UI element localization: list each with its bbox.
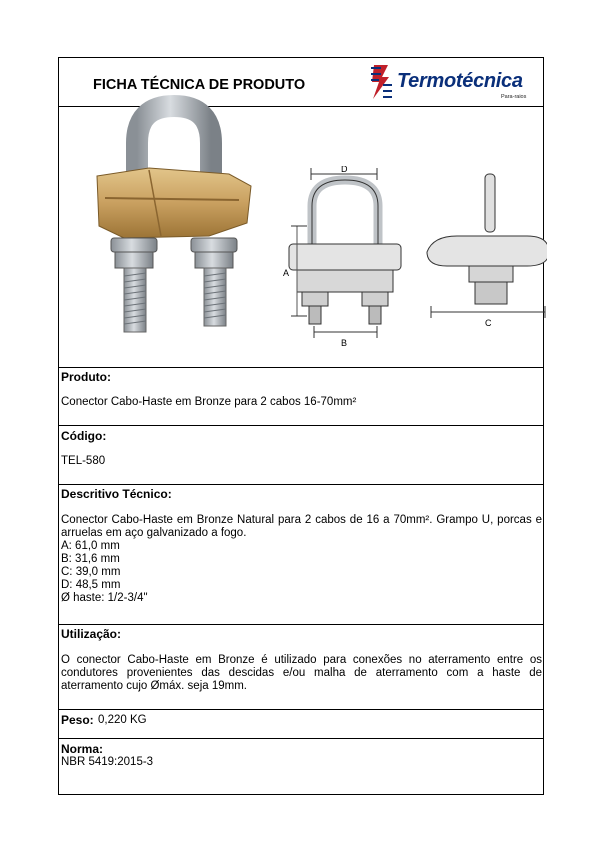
spec-haste: Ø haste: 1/2-3/4" [61,591,148,604]
product-sheet [58,57,544,795]
divider [59,624,543,625]
logo-tagline: Para-raios [501,94,527,100]
divider [59,367,543,368]
spec-a: A: 61,0 mm [61,540,120,552]
product-photo [79,88,259,338]
utilizacao-text: O conector Cabo-Haste em Bronze é utilizado para conexões no aterramento entre os condutores provenientes das descidas e/ou malha de aterramento com a haste de aterramento cujo Ømáx. seja 19mm. [61,654,542,692]
peso-value: 0,220 KG [98,714,147,726]
norma-value: NBR 5419:2015-3 [61,756,154,768]
codigo-value: TEL-580 [61,455,106,467]
produto-label: Produto: [61,370,111,384]
descritivo-label: Descritivo Técnico: [61,487,172,501]
peso-label: Peso: [61,713,94,727]
utilizacao-label: Utilização: [61,627,122,641]
spec-c: C: 39,0 mm [61,565,121,578]
produto-value: Conector Cabo-Haste em Bronze para 2 cabos 16-70mm² [61,396,357,408]
spec-b: B: 31,6 mm [61,552,120,565]
codigo-label: Código: [61,429,107,443]
tel-lightning-logo-icon [368,63,396,101]
divider [59,484,543,485]
descritivo-text: Conector Cabo-Haste em Bronze Natural para 2 cabos de 16 a 70mm². Grampo U, porcas e arruelas em aço galvanizado a fogo. [61,514,542,539]
divider [59,738,543,739]
divider [59,709,543,710]
norma-label: Norma: [61,742,104,756]
company-logo [368,63,538,103]
descritivo-specs [61,540,148,605]
dimension-label-d: D [341,166,348,174]
spec-d: D: 48,5 mm [61,578,121,591]
dimension-label-c: C [485,318,492,328]
divider [59,425,543,426]
technical-drawing [257,166,547,346]
logo-wordmark: Termotécnica [397,70,523,92]
dimension-label-b: B [341,338,348,346]
page-title: FICHA TÉCNICA DE PRODUTO [93,77,306,93]
dimension-label-a: A [283,268,290,278]
